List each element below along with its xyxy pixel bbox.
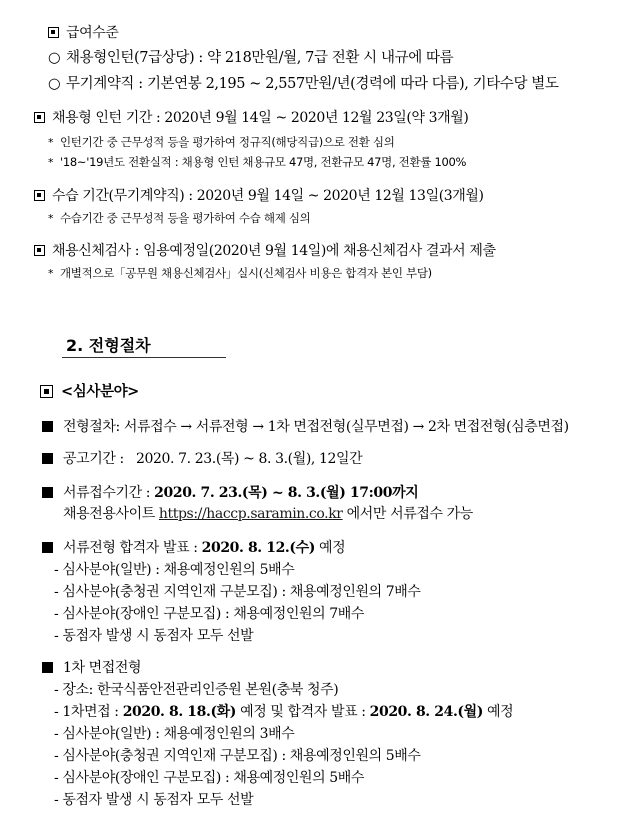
interview1-item: - 동점자 발생 시 동점자 모두 선발: [54, 792, 254, 808]
circle-bullet-icon: ○: [48, 50, 61, 66]
intern-period-title: 채용형 인턴 기간 : 2020년 9월 14일 ~ 2020년 12월 23일(약 3개월): [52, 110, 469, 126]
site-prefix: 채용전용사이트: [63, 506, 159, 522]
salary-title-row: [48, 22, 119, 42]
doc-result-date: 2020. 8. 12.(수): [201, 540, 315, 556]
process-text: 전형절차: 서류접수 → 서류전형 → 1차 면접전형(실무면접) → 2차 면접전형(심층면접): [63, 419, 569, 435]
square-bullet-icon: [34, 245, 45, 256]
doc-result-label: 서류전형 합격자 발표 :: [63, 540, 202, 556]
recruit-site-link[interactable]: https://haccp.saramin.co.kr: [158, 506, 343, 522]
interview1-result-date: 2020. 8. 24.(월): [369, 704, 483, 720]
sub-heading-row: [40, 380, 139, 401]
salary-item: [48, 46, 453, 67]
asterisk-icon: *: [48, 212, 54, 225]
probation-note: [48, 210, 310, 226]
asterisk-icon: *: [48, 136, 54, 149]
interview1-date: 2020. 8. 18.(화): [122, 704, 237, 720]
salary-item: [48, 72, 559, 93]
asterisk-icon: *: [48, 267, 54, 280]
salary-item-text: 무기계약직 : 기본연봉 2,195 ~ 2,557만원/년(경력에 따라 다름), 기타수당 별도: [66, 76, 559, 92]
section-heading: 2. 전형절차: [66, 336, 151, 355]
physical-title: 채용신체검사 : 임용예정일(2020년 9월 14일)에 채용신체검사 결과서 제출: [52, 243, 496, 259]
physical-note-text: 개별적으로「공무원 채용신체검사」실시(신체검사 비용은 합격자 본인 부담): [60, 266, 432, 280]
solid-square-icon: [42, 487, 53, 498]
doc-result-item: - 심사분야(장애인 구분모집) : 채용예정인원의 7배수: [54, 606, 365, 622]
doc-result-suffix: 예정: [314, 540, 346, 556]
doc-result-item: - 심사분야(충청권 지역인재 구분모집) : 채용예정인원의 7배수: [54, 584, 421, 600]
intern-note-text: 인턴기간 중 근무성적 등을 평가하여 정규직(해당직급)으로 전환 심의: [60, 135, 395, 149]
box-bullet-icon: [40, 385, 53, 398]
doc-result-item: - 동점자 발생 시 동점자 모두 선발: [54, 628, 254, 644]
probation-note-text: 수습기간 중 근무성적 등을 평가하여 수습 해제 심의: [60, 211, 311, 225]
receipt-site-row: [63, 503, 473, 523]
square-bullet-icon: [34, 112, 45, 123]
solid-square-icon: [42, 662, 53, 673]
physical-note: [48, 265, 432, 281]
solid-square-icon: [42, 421, 53, 432]
interview1-item: - 심사분야(일반) : 채용예정인원의 3배수: [54, 726, 295, 742]
interview1-item: - 심사분야(장애인 구분모집) : 채용예정인원의 5배수: [54, 770, 365, 786]
receipt-row: [42, 482, 418, 502]
solid-square-icon: [42, 453, 53, 464]
probation-row: [34, 185, 484, 205]
intern-note: [48, 134, 395, 150]
doc-result-row: [42, 537, 345, 557]
receipt-period: 2020. 7. 23.(목) ~ 8. 3.(월) 17:00까지: [154, 485, 419, 501]
sub-heading: <심사분야>: [61, 383, 139, 400]
probation-title: 수습 기간(무기계약직) : 2020년 9월 14일 ~ 2020년 12월 13일(3개월): [52, 188, 484, 204]
interview1-date-mid: 예정 및 합격자 발표 :: [236, 704, 370, 720]
salary-title: 급여수준: [66, 25, 119, 41]
intern-note: [48, 154, 466, 170]
solid-square-icon: [42, 542, 53, 553]
interview1-date-suffix: 예정: [483, 704, 514, 720]
site-suffix: 에서만 서류접수 가능: [342, 506, 473, 522]
heading-underline: [62, 357, 226, 358]
notice-row: [42, 448, 362, 468]
process-row: [42, 416, 569, 436]
interview1-date-prefix: - 1차면접 :: [54, 704, 123, 720]
intern-note-text: '18~'19년도 전환실적 : 채용형 인턴 채용규모 47명, 전환규모 47명, 전환률 100%: [60, 155, 467, 169]
interview1-place: - 장소: 한국식품안전관리인증원 본원(충북 청주): [54, 682, 339, 698]
interview1-date-row: [54, 701, 513, 721]
interview1-item: - 심사분야(충청권 지역인재 구분모집) : 채용예정인원의 5배수: [54, 748, 421, 764]
physical-row: [34, 240, 496, 260]
interview1-title: 1차 면접전형: [63, 660, 142, 676]
circle-bullet-icon: ○: [48, 76, 61, 92]
asterisk-icon: *: [48, 156, 54, 169]
salary-item-text: 채용형인턴(7급상당) : 약 218만원/월, 7급 전환 시 내규에 따름: [66, 50, 454, 66]
square-bullet-icon: [34, 190, 45, 201]
notice-period: 공고기간 : 2020. 7. 23.(목) ~ 8. 3.(월), 12일간: [63, 451, 363, 467]
intern-period-row: [34, 107, 468, 127]
interview1-row: [42, 657, 141, 677]
receipt-label: 서류접수기간 :: [63, 485, 155, 501]
square-bullet-icon: [48, 27, 59, 38]
doc-result-item: - 심사분야(일반) : 채용예정인원의 5배수: [54, 562, 295, 578]
